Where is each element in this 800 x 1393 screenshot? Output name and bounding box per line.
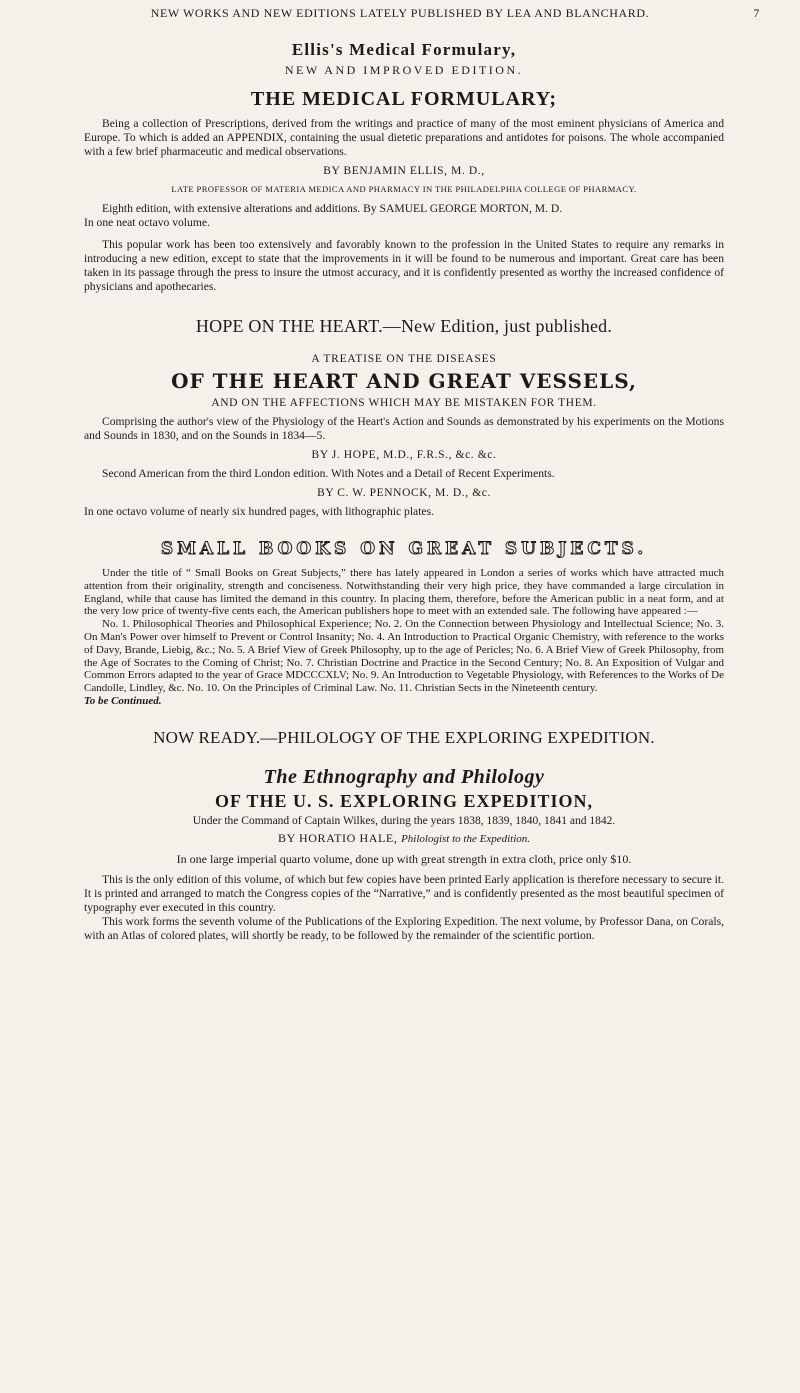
philology-under: Under the Command of Captain Wilkes, during the years 1838, 1839, 1840, 1841 and 1842. (192, 814, 616, 827)
ellis-volume: In one neat octavo volume. (84, 216, 210, 229)
medical-formulary-heading: THE MEDICAL FORMULARY; (250, 88, 558, 110)
ellis-formulary-section (84, 40, 724, 294)
ellis-author-role: LATE PROFESSOR OF MATERIA MEDICA AND PHARMACY IN THE PHILADELPHIA COLLEGE OF PHARMACY. (171, 184, 637, 194)
hope-editor: BY C. W. PENNOCK, M. D., &c. (317, 487, 491, 499)
hope-volume: In one octavo volume of nearly six hundred pages, with lithographic plates. (84, 505, 434, 518)
running-head-text: NEW WORKS AND NEW EDITIONS LATELY PUBLISHED BY LEA AND BLANCHARD. (150, 6, 650, 20)
hope-comprising: Comprising the author's view of the Physiology of the Heart's Action and Sounds as demonstrated by his experiments on the Motions and Sounds in 1830, and on the Sounds in 1834—5. (84, 415, 724, 442)
hope-treatise: A TREATISE ON THE DISEASES (311, 353, 497, 365)
running-head (40, 6, 760, 21)
ellis-edition: NEW AND IMPROVED EDITION. (284, 63, 524, 77)
small-books-list: No. 1. Philosophical Theories and Philosophical Experience; No. 2. On the Connection between Physiology and Intellectual Science; No. 3. On Man's Power over himself to Prevent or Control Insanity; No. 4. An Introduction to Practical Organic Chemistry, with reference to the works of Davy, Brande, Liebig, &c.; No. 5. A Brief View of Greek Philosophy, up to the age of Pericles; No. 6. A Brief View of Greek Philosophy, from the Age of Socrates to the Coming of Christ; No. 7. Christian Doctrine and Practice in the Second Century; No. 8. An Exposition of Vulgar and Common Errors adapted to the year of Grace MDCCCXLV; No. 9. An Introduction to Vegetable Physiology, with References to the Works of De Candolle, Lindley, &c. No. 10. On the Principles of Criminal Law. No. 11. Christian Sects in the Nineteenth century. (84, 618, 724, 695)
philology-edition-note: This is the only edition of this volume, of which but few copies have been printed Early application is therefore necessary to secure it. It is printed and arranged to match the Congress copies of the “Narrative,” and is confidently presented as the most beautiful specimen of typography ever executed in this country. (84, 872, 724, 914)
small-books-continued: To be Continued. (84, 694, 162, 707)
philology-subtitle: OF THE U. S. EXPLORING EXPEDITION, (214, 790, 594, 811)
ellis-description: Being a collection of Prescriptions, derived from the writings and practice of many of the most eminent physicians of America and Europe. To which is added an APPENDIX, containing the usual dietetic preparations and antidotes for poisons. The whole accompanied with a few brief pharmaceutic and medical observations. (84, 117, 724, 158)
hope-title: OF THE HEART AND GREAT VESSELS, (171, 369, 637, 393)
hope-author: BY J. HOPE, M.D., F.R.S., &c. &c. (311, 449, 497, 461)
philology-seventh-volume: This work forms the seventh volume of the Publications of the Exploring Expedition. The next volume, by Professor Dana, on Corals, with an Atlas of colored plates, will shortly be ready, to be followed by the remainder of the scientific portion. (84, 914, 724, 942)
ellis-popular: This popular work has been too extensively and favorably known to the profession in the United States to require any remarks in introducing a new edition, except to state that the improvements in it will be found to be numerous and important. Great care has been taken in its passage through the press to insure the utmost accuracy, and it is confidently presented as worthy the increased confidence of physicians and apothecaries. (84, 238, 724, 293)
hope-subtitle: AND ON THE AFFECTIONS WHICH MAY BE MISTAKEN FOR THEM. (211, 397, 597, 409)
philology-section (84, 728, 724, 943)
ellis-author: BY BENJAMIN ELLIS, M. D., (323, 165, 485, 177)
philology-heading: NOW READY.—PHILOLOGY OF THE EXPLORING EXPEDITION. (153, 727, 655, 747)
main-column (84, 36, 724, 943)
hope-heading: HOPE ON THE HEART.—New Edition, just published. (195, 316, 613, 336)
small-books-section (84, 539, 724, 708)
philology-author: BY HORATIO HALE, (277, 830, 398, 845)
ellis-eighth-edition: Eighth edition, with extensive alterations and additions. By SAMUEL GEORGE MORTON, M. D. (102, 202, 563, 215)
philology-title: The Ethnography and Philology (263, 765, 545, 788)
hope-second-edition: Second American from the third London edition. With Notes and a Detail of Recent Experiments. (102, 467, 555, 480)
small-books-heading: SMALL BOOKS ON GREAT SUBJECTS. (160, 539, 648, 559)
philology-volume: In one large imperial quarto volume, done up with great strength in extra cloth, price only $10. (176, 851, 632, 866)
philology-author-line (84, 831, 724, 846)
small-books-intro: Under the title of “ Small Books on Great Subjects,” there has lately appeared in London a series of works which have attracted much attention from their originality, strength and conciseness. Notwithstanding their very high price, they have commanded a large circulation in England, while that cause has limited the demand in this country. In placing them, therefore, before the American public in a neat form, and at the very low price of twenty-five cents each, the American publishers hope to meet with an extended sale. The following have appeared :— (84, 567, 724, 618)
hope-heart-section (84, 316, 724, 519)
page-number: 7 (753, 6, 760, 20)
philology-author-role: Philologist to the Expedition. (401, 832, 531, 845)
ellis-title: Ellis's Medical Formulary, (291, 40, 517, 59)
